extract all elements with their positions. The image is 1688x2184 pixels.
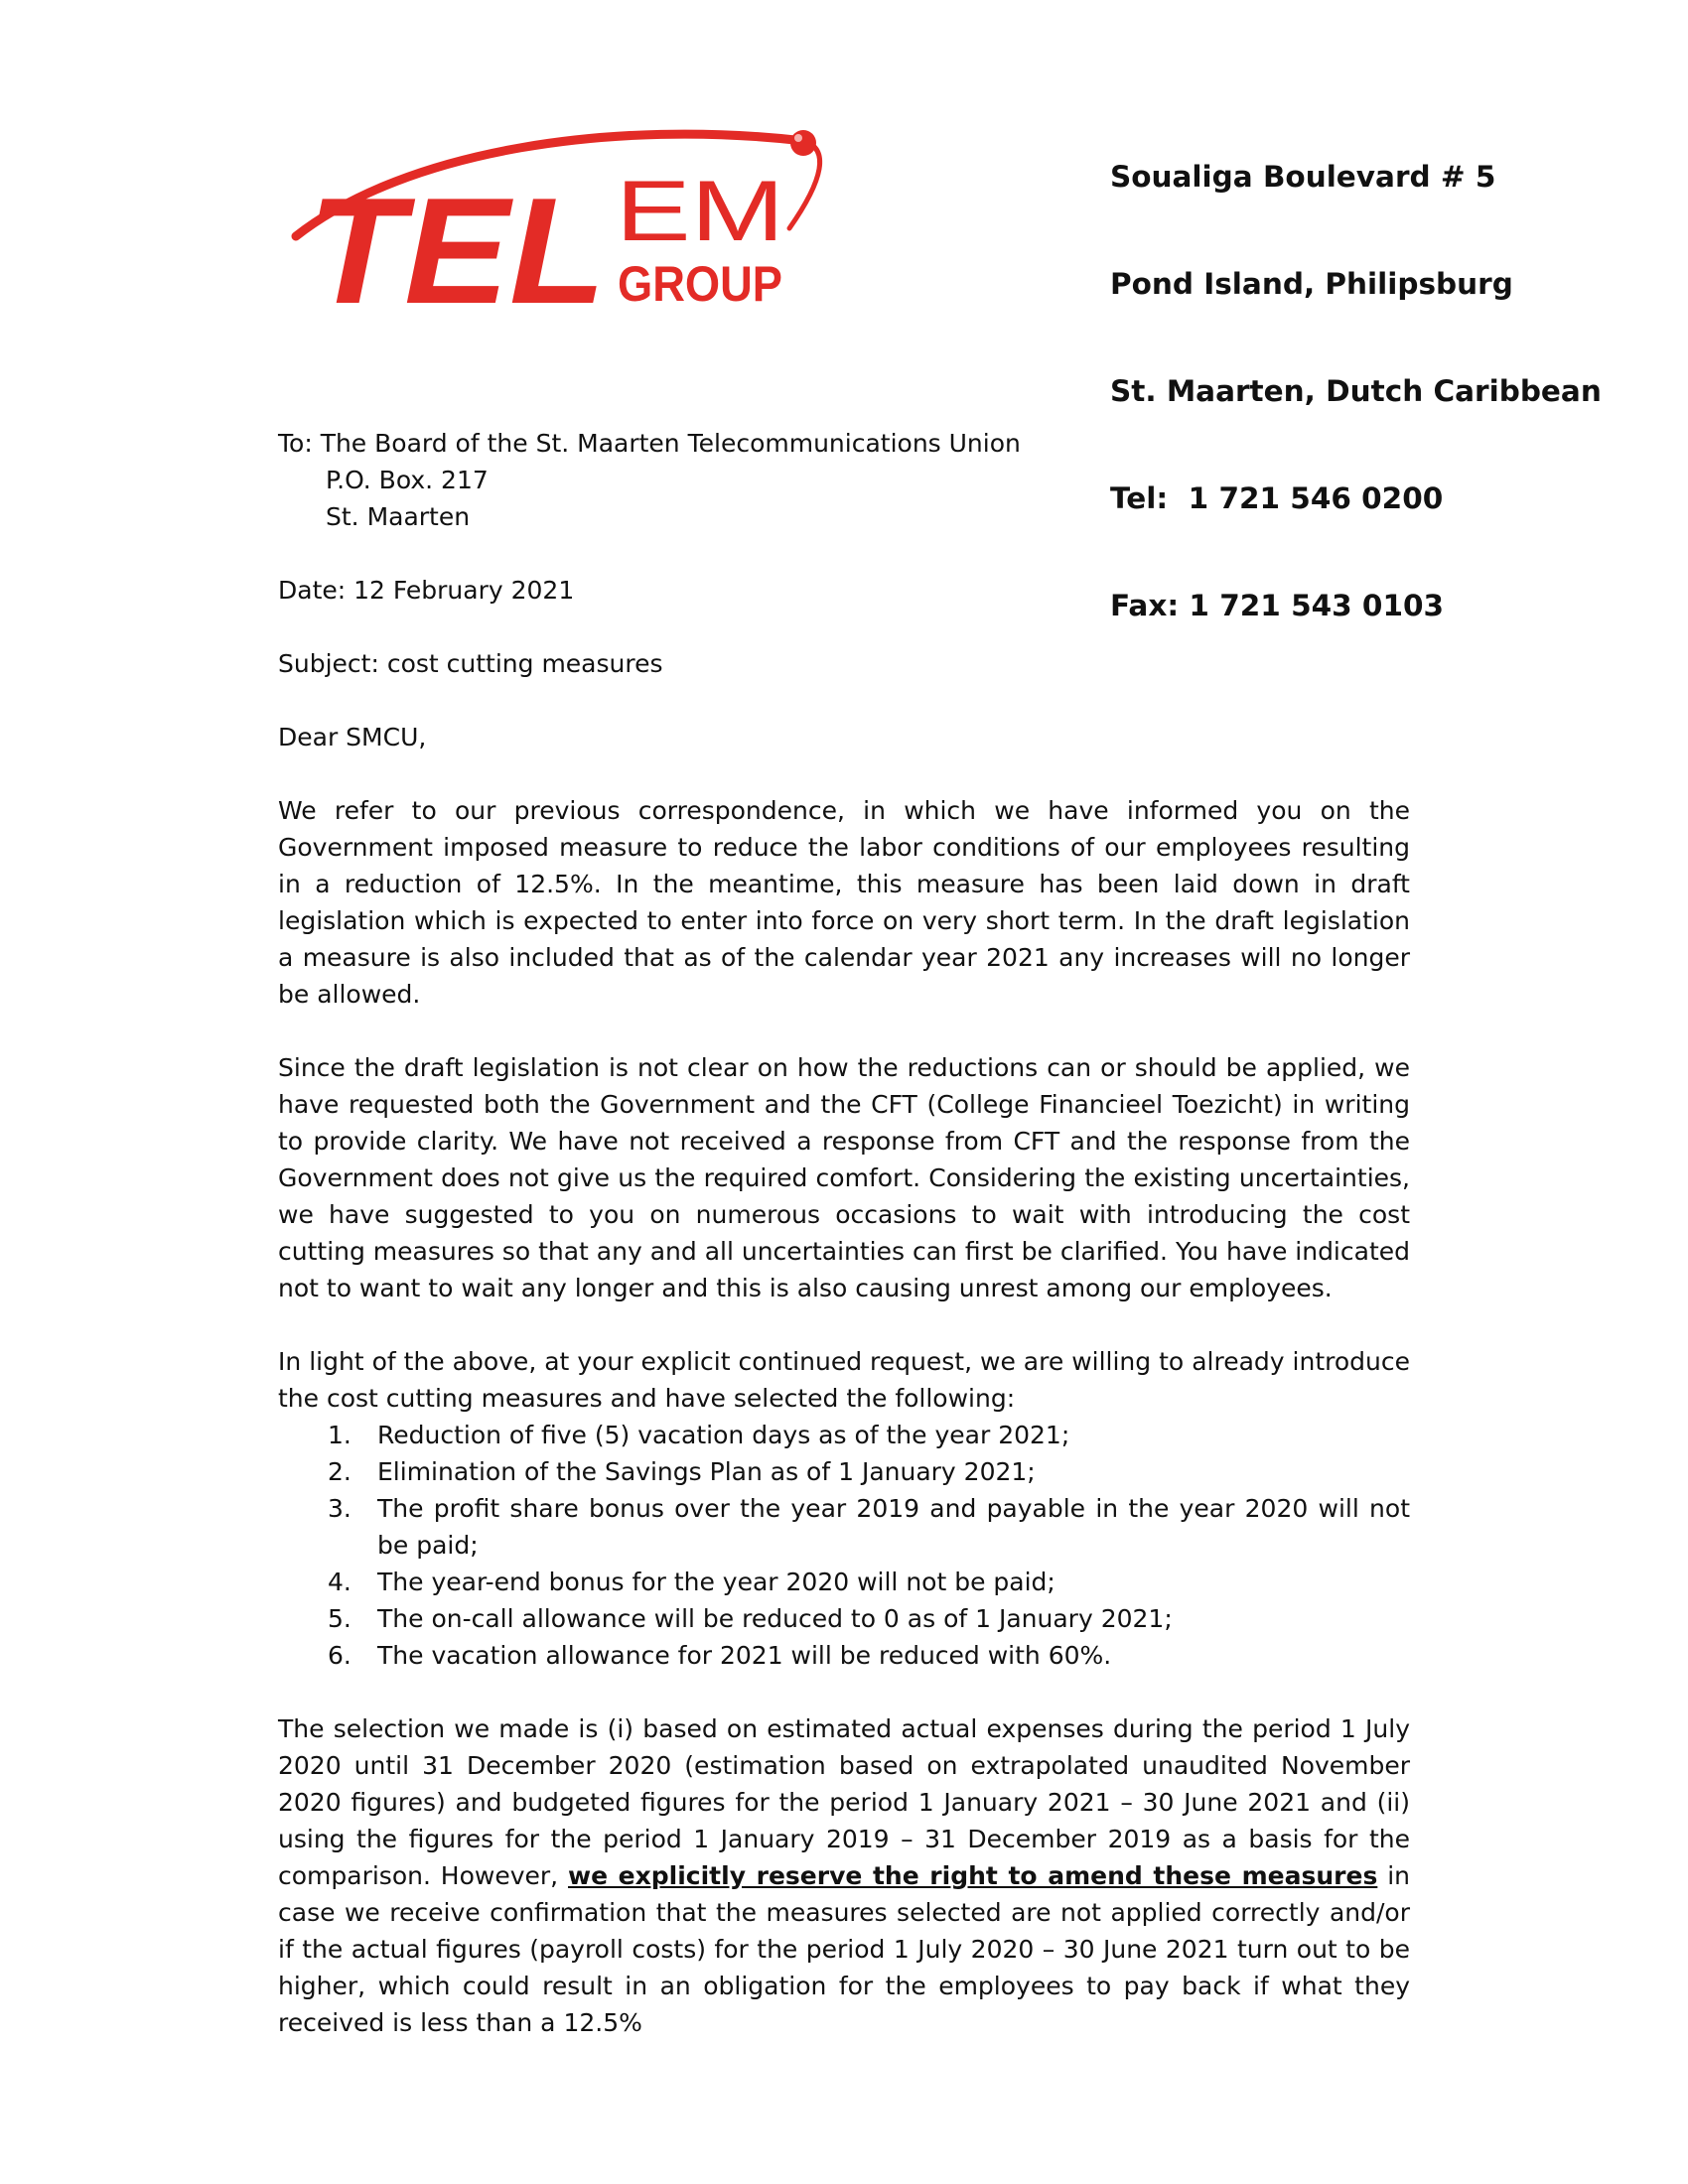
measures-list xyxy=(278,1417,1410,1674)
address-line: St. Maarten, Dutch Caribbean xyxy=(1110,374,1602,408)
letter-subject: Subject: cost cutting measures xyxy=(278,649,663,678)
list-item-number: 2. xyxy=(328,1457,352,1486)
telem-group-logo xyxy=(288,119,844,318)
list-item-number: 6. xyxy=(328,1641,352,1670)
list-item-text: Elimination of the Savings Plan as of 1 January 2021; xyxy=(377,1457,1036,1486)
list-item xyxy=(278,1417,1410,1453)
address-line: Pond Island, Philipsburg xyxy=(1110,267,1513,301)
list-item-number: 4. xyxy=(328,1568,352,1596)
list-item xyxy=(278,1600,1410,1637)
list-item-number: 5. xyxy=(328,1604,352,1633)
recipient-address-line: St. Maarten xyxy=(326,502,471,531)
reservation-emphasis: we explicitly reserve the right to amend these measures xyxy=(568,1861,1378,1890)
list-item xyxy=(278,1637,1410,1674)
paragraph-4 xyxy=(278,1710,1410,2041)
phone-line: Tel: 1 721 546 0200 xyxy=(1110,481,1444,515)
salutation: Dear SMCU, xyxy=(278,723,427,751)
address-line: Soualiga Boulevard # 5 xyxy=(1110,160,1496,194)
list-item-text: The on-call allowance will be reduced to 0 as of 1 January 2021; xyxy=(377,1604,1173,1633)
list-item-text: The vacation allowance for 2021 will be reduced with 60%. xyxy=(377,1641,1112,1670)
logo-group: GROUP xyxy=(618,256,782,312)
list-item-text: The profit share bonus over the year 2019 and payable in the year 2020 will not be paid; xyxy=(377,1494,1410,1560)
logo-em: EM xyxy=(616,164,784,259)
logo-dot xyxy=(790,130,816,156)
letter-body xyxy=(278,425,1410,2041)
logo-tel: TEL xyxy=(308,167,606,318)
list-item xyxy=(278,1490,1410,1564)
fax-line: Fax: 1 721 543 0103 xyxy=(1110,589,1445,622)
paragraph-4-start: The selection we made is (i) based on estimated actual expenses during the period 1 July 2020 until 31 December 2020 (estimation based on extrapolated unaudited November 2020 figures) and budgeted figures for the period 1 January 2021 – 30 June 2021 and (ii) using the figures for the period 1 January 2019 – 31 December 2019 as a basis for the comparison. However, xyxy=(278,1714,1410,1890)
paragraph-4-end: in case we receive confirmation that the measures selected are not applied correctly and/or if the actual figures (payroll costs) for the period 1 July 2020 – 30 June 2021 turn out to be higher, which could result in an obligation for the employees to pay back if what they received is less than a 12.5% xyxy=(278,1861,1410,2037)
paragraph-1: We refer to our previous correspondence, in which we have informed you on the Government imposed measure to reduce the labor conditions of our employees resulting in a reduction of 12.5%. In the meantime, this measure has been laid down in draft legislation which is expected to enter into force on very short term. In the draft legislation a measure is also included that as of the calendar year 2021 any increases will no longer be allowed. xyxy=(278,796,1410,1009)
paragraph-3: In light of the above, at your explicit continued request, we are willing to already introduce the cost cutting measures and have selected the following: xyxy=(278,1347,1410,1413)
list-item-number: 1. xyxy=(328,1421,352,1449)
list-item xyxy=(278,1564,1410,1600)
list-item xyxy=(278,1453,1410,1490)
recipient-line: To: The Board of the St. Maarten Telecommunications Union xyxy=(278,429,1021,458)
recipient-address-line: P.O. Box. 217 xyxy=(326,466,489,494)
list-item-text: Reduction of five (5) vacation days as of the year 2021; xyxy=(377,1421,1070,1449)
list-item-text: The year-end bonus for the year 2020 will not be paid; xyxy=(377,1568,1055,1596)
letter-date: Date: 12 February 2021 xyxy=(278,576,575,605)
list-item-number: 3. xyxy=(328,1494,352,1523)
paragraph-2: Since the draft legislation is not clear on how the reductions can or should be applied, we have requested both the Government and the CFT (College Financieel Toezicht) in writing to provide clarity. We have not received a response from CFT and the response from the Government does not give us the required comfort. Considering the existing uncertainties, we have suggested to you on numerous occasions to wait with introducing the cost cutting measures so that any and all uncertainties can first be clarified. You have indicated not to want to wait any longer and this is also causing unrest among our employees. xyxy=(278,1053,1410,1302)
